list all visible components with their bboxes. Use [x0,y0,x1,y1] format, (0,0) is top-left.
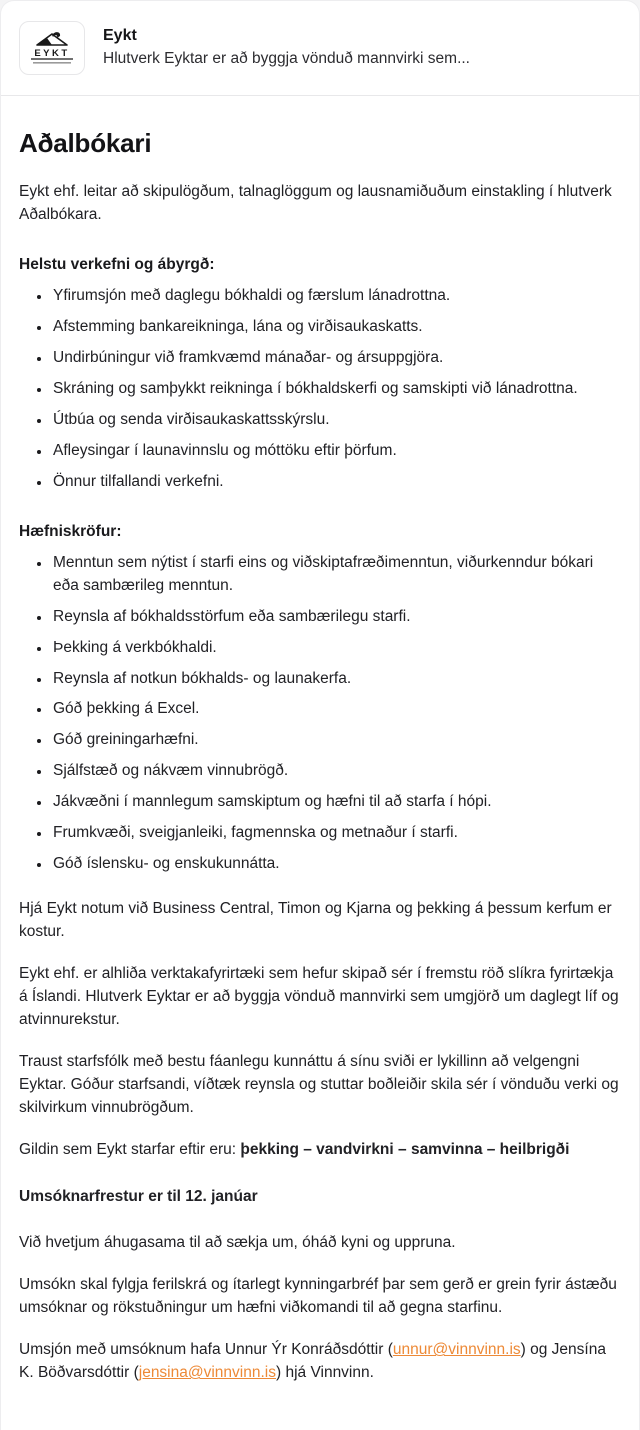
systems-note-paragraph: Hjá Eykt notum við Business Central, Timon og Kjarna og þekking á þessum kerfum er kostur. [19,900,612,941]
contact-part2: ) og Jensína K. Böðvarsdóttir ( [19,1341,606,1382]
tasks-list [19,285,619,494]
company-name: Eykt [103,26,137,44]
list-item: • Afstemming bankareikninga, lána og virðisaukaskatts. [51,316,619,339]
list-item: • Jákvæðni í mannlegum samskiptum og hæfni til að starfa í hópi. [51,791,619,814]
eykt-logo-icon [28,29,76,67]
job-title: Aðalbókari [19,128,152,158]
list-item: • Afleysingar í launavinnslu og móttöku eftir þörfum. [51,440,619,463]
list-item: • Sjálfstæð og nákvæm vinnubrögð. [51,760,619,783]
list-item: • Útbúa og senda virðisaukaskattsskýrslu. [51,409,619,432]
contact-paragraph [19,1339,619,1385]
email-link-unnur[interactable]: unnur@vinnvinn.is [392,1341,521,1359]
list-item: • Góð íslensku- og enskukunnátta. [51,853,619,876]
job-posting-content [1,96,639,1430]
list-item: • Skráning og samþykkt reikninga í bókhaldskerfi og samskipti við lánadrottna. [51,378,619,401]
contact-part1: Umsjón með umsóknum hafa Unnur Ýr Konráðsdóttir ( [19,1341,393,1359]
list-item: • Menntun sem nýtist í starfi eins og viðskiptafræðimenntun, viðurkenndur bókari eða sambærileg menntun. [51,552,619,598]
values-prefix: Gildin sem Eykt starfar eftir eru: [19,1140,241,1158]
list-item: • Reynsla af notkun bókhalds- og launakerfa. [51,668,619,691]
equality-note-paragraph: Við hvetjum áhugasama til að sækja um, óháð kyni og uppruna. [19,1234,456,1252]
list-item: • Þekking á verkbókhaldi. [51,637,619,660]
company-logo [19,21,85,75]
contact-part3: ) hjá Vinnvinn. [275,1364,374,1382]
list-item: • Góð greiningarhæfni. [51,729,619,752]
svg-text:EYKT: EYKT [34,48,70,59]
list-item: • Frumkvæði, sveigjanleiki, fagmennska og metnaður í starfi. [51,822,619,845]
deadline-text: Umsóknarfrestur er til 12. janúar [19,1187,258,1205]
values-bold: þekking – vandvirkni – samvinna – heilbrigði [240,1140,570,1158]
values-paragraph [19,1139,619,1162]
requirements-heading: Hæfniskröfur: [19,522,122,540]
email-link-jensina[interactable]: jensina@vinnvinn.is [138,1364,276,1382]
staff-note-paragraph: Traust starfsfólk með bestu fáanlegu kunnáttu á sínu sviði er lykillinn að velgengni Eyktar. Góður starfsandi, víðtæk reynsla og stuttar boðleiðir skila sér í vönduðu verki og skilvirkum vinnubrögðum. [19,1052,619,1116]
logo-microtext [33,62,71,64]
intro-paragraph: Eykt ehf. leitar að skipulögðum, talnaglöggum og lausnamiðuðum einstakling í hlutverk Aðalbókara. [19,183,612,224]
list-item: • Yfirumsjón með daglegu bókhaldi og færslum lánadrottna. [51,285,619,308]
list-item: • Reynsla af bókhaldsstörfum eða sambærilegu starfi. [51,606,619,629]
list-item: • Undirbúningur við framkvæmd mánaðar- og ársuppgjöra. [51,347,619,370]
list-item: • Góð þekking á Excel. [51,698,619,721]
application-note-paragraph: Umsókn skal fylgja ferilskrá og ítarlegt kynningarbréf þar sem gerð er grein fyrir ástæðu umsóknar og rökstuðningur um hæfni viðkomandi til að gegna starfinu. [19,1276,617,1317]
company-header [1,1,639,96]
tasks-heading: Helstu verkefni og ábyrgð: [19,256,215,274]
company-tagline: Hlutverk Eyktar er að byggja vönduð mannvirki sem... [103,50,470,68]
about-company-paragraph: Eykt ehf. er alhliða verktakafyrirtæki sem hefur skipað sér í fremstu röð slíkra fyrirtækja á Íslandi. Hlutverk Eyktar er að byggja vönduð mannvirki sem umgjörð um daglegt líf og atvinnurekstur. [19,964,619,1028]
requirements-list [19,552,619,876]
company-meta [103,26,470,71]
list-item: • Önnur tilfallandi verkefni. [51,471,619,494]
